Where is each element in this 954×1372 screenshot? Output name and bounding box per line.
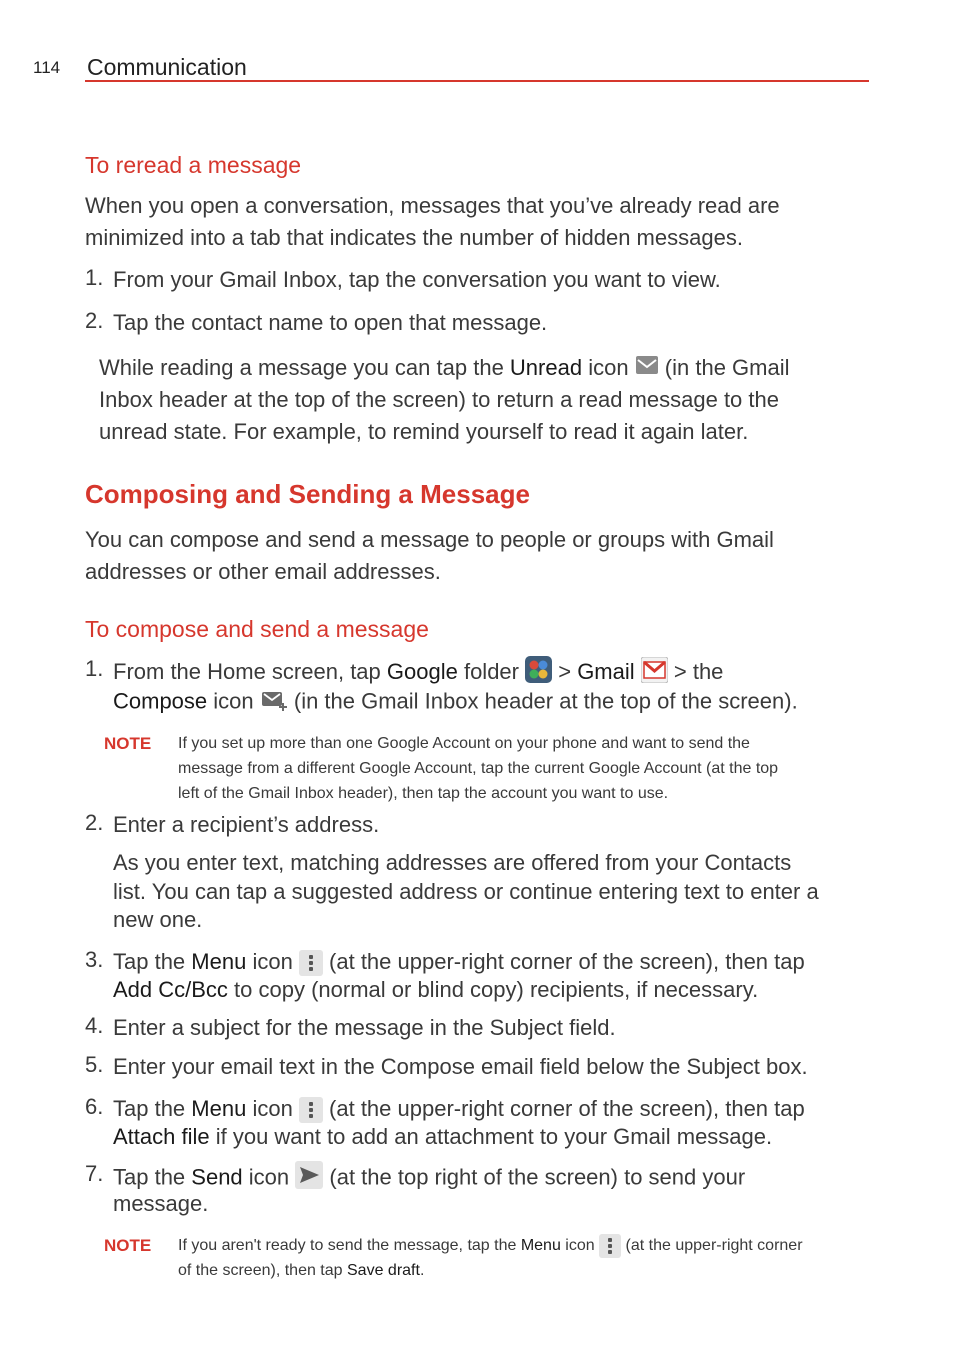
section-title: Communication [87,54,247,80]
note-2-text [178,1233,868,1283]
compose-step-6-line-2 [113,1122,873,1151]
reread-step-1-number: 1. [85,265,104,290]
compose-step-5-number: 5. [85,1052,104,1077]
unread-tip-line-3: unread state. For example, to remind yourself to read it again later. [99,419,749,444]
note2-text-b: icon [560,1237,600,1254]
reread-heading: To reread a message [85,152,302,178]
compose-step-4-text: Enter a subject for the message in the Subject field. [113,1015,616,1040]
compose-step-7-number: 7. [85,1161,104,1186]
composing-intro-line-2: addresses or other email addresses. [85,559,441,584]
compose-label: Compose [113,688,208,714]
reread-intro-line-1: When you open a conversation, messages that you’ve already read are [85,193,780,218]
compose-step-5-text: Enter your email text in the Compose email field below the Subject box. [113,1054,808,1079]
compose-step-4-number: 4. [85,1013,104,1038]
menu-icon [599,1234,621,1258]
composing-heading: Composing and Sending a Message [85,479,530,509]
step3-text-a: Tap the [113,949,192,974]
note2-text-line2a: of the screen), then tap [178,1262,347,1279]
note2-text-c: (at the upper-right corner [621,1237,803,1254]
unread-tip-line-1 [99,352,790,385]
compose-step-1-line-2 [113,686,873,719]
step6-text-b: icon [246,1096,299,1121]
compose-step-2-sub-3: new one. [113,907,203,932]
compose-step-2-number: 2. [85,810,104,835]
compose-step-2-sub-2: list. You can tap a suggested address or continue entering text to enter a [113,879,819,904]
compose-heading: To compose and send a message [85,616,429,642]
step3-text-c: (at the upper-right corner of the screen), then tap [322,949,805,974]
compose-step-1-line-1 [113,656,873,690]
note-1-line-3: left of the Gmail Inbox header), then tap the account you want to use. [178,785,669,802]
note-1-label: NOTE [104,734,152,753]
step1-text-b: folder [457,658,526,684]
menu-icon [299,950,323,976]
composing-intro-line-1: You can compose and send a message to people or groups with Gmail [85,527,774,552]
compose-step-1-number: 1. [85,656,104,681]
compose-step-2-text: Enter a recipient’s address. [113,812,380,837]
step1-text-d: > the [667,658,724,684]
gmail-icon [641,657,668,690]
unread-tip-line-2: Inbox header at the top of the screen) to return a read message to the [99,387,779,412]
reread-step-2-text: Tap the contact name to open that message. [113,310,548,335]
note-2-line-2 [178,1258,868,1283]
reread-step-2-number: 2. [85,308,104,333]
unread-tip-post: icon [582,355,635,380]
compose-step-3-number: 3. [85,947,104,972]
step7-text-c: (at the top right of the screen) to send your [323,1164,746,1190]
note-1-text [178,731,868,806]
note-1-line-2: message from a different Google Account, tap the current Google Account (at the top [178,760,779,777]
send-label: Send [191,1164,243,1190]
reread-intro-line-2: minimized into a tab that indicates the number of hidden messages. [85,225,743,250]
note-1-line-1: If you set up more than one Google Account on your phone and want to send the [178,735,750,752]
note-2-line-1 [178,1233,868,1258]
unread-label: Unread [509,355,583,380]
compose-step-3-line-2 [113,975,873,1004]
add-cc-bcc-label: Add Cc/Bcc [113,977,228,1002]
note-2-label: NOTE [104,1236,152,1255]
compose-step-6-number: 6. [85,1094,104,1119]
note2-text-a: If you aren't ready to send the message, tap the [178,1237,521,1254]
menu-icon [299,1097,323,1123]
step6-text-d: if you want to add an attachment to your Gmail message. [209,1124,773,1149]
compose-icon [260,686,288,719]
compose-step-3-line-1 [113,947,873,976]
step7-text-b: icon [242,1164,296,1190]
step6-text-a: Tap the [113,1096,192,1121]
google-label: Google [386,658,458,684]
gmail-label: Gmail [577,658,635,684]
unread-envelope-icon [635,353,659,385]
compose-step-2-sub-1: As you enter text, matching addresses are offered from your Contacts [113,850,792,875]
menu-label: Menu [191,1096,247,1121]
step1-text-f: (in the Gmail Inbox header at the top of the screen). [287,688,798,714]
header-rule [85,80,869,82]
step1-text-e: icon [207,688,260,714]
google-folder-icon [525,656,552,690]
compose-step-7-line-2: message. [113,1191,209,1216]
unread-tip-pre: While reading a message you can tap the [99,355,510,380]
step3-text-d: to copy (normal or blind copy) recipients, if necessary. [227,977,759,1002]
step3-text-b: icon [246,949,299,974]
menu-label: Menu [191,949,247,974]
compose-step-6-line-1 [113,1094,873,1123]
step1-text-a: From the Home screen, tap [113,658,387,684]
attach-file-label: Attach file [113,1124,210,1149]
step1-text-c: > [552,658,578,684]
reread-step-1-text: From your Gmail Inbox, tap the conversation you want to view. [113,267,721,292]
menu-label: Menu [520,1237,561,1254]
unread-tip-after-icon: (in the Gmail [658,355,790,380]
page-number: 114 [33,58,61,77]
step7-text-a: Tap the [113,1164,192,1190]
note2-text-line2b: . [419,1262,425,1279]
save-draft-label: Save draft [347,1262,420,1279]
step6-text-c: (at the upper-right corner of the screen), then tap [322,1096,805,1121]
